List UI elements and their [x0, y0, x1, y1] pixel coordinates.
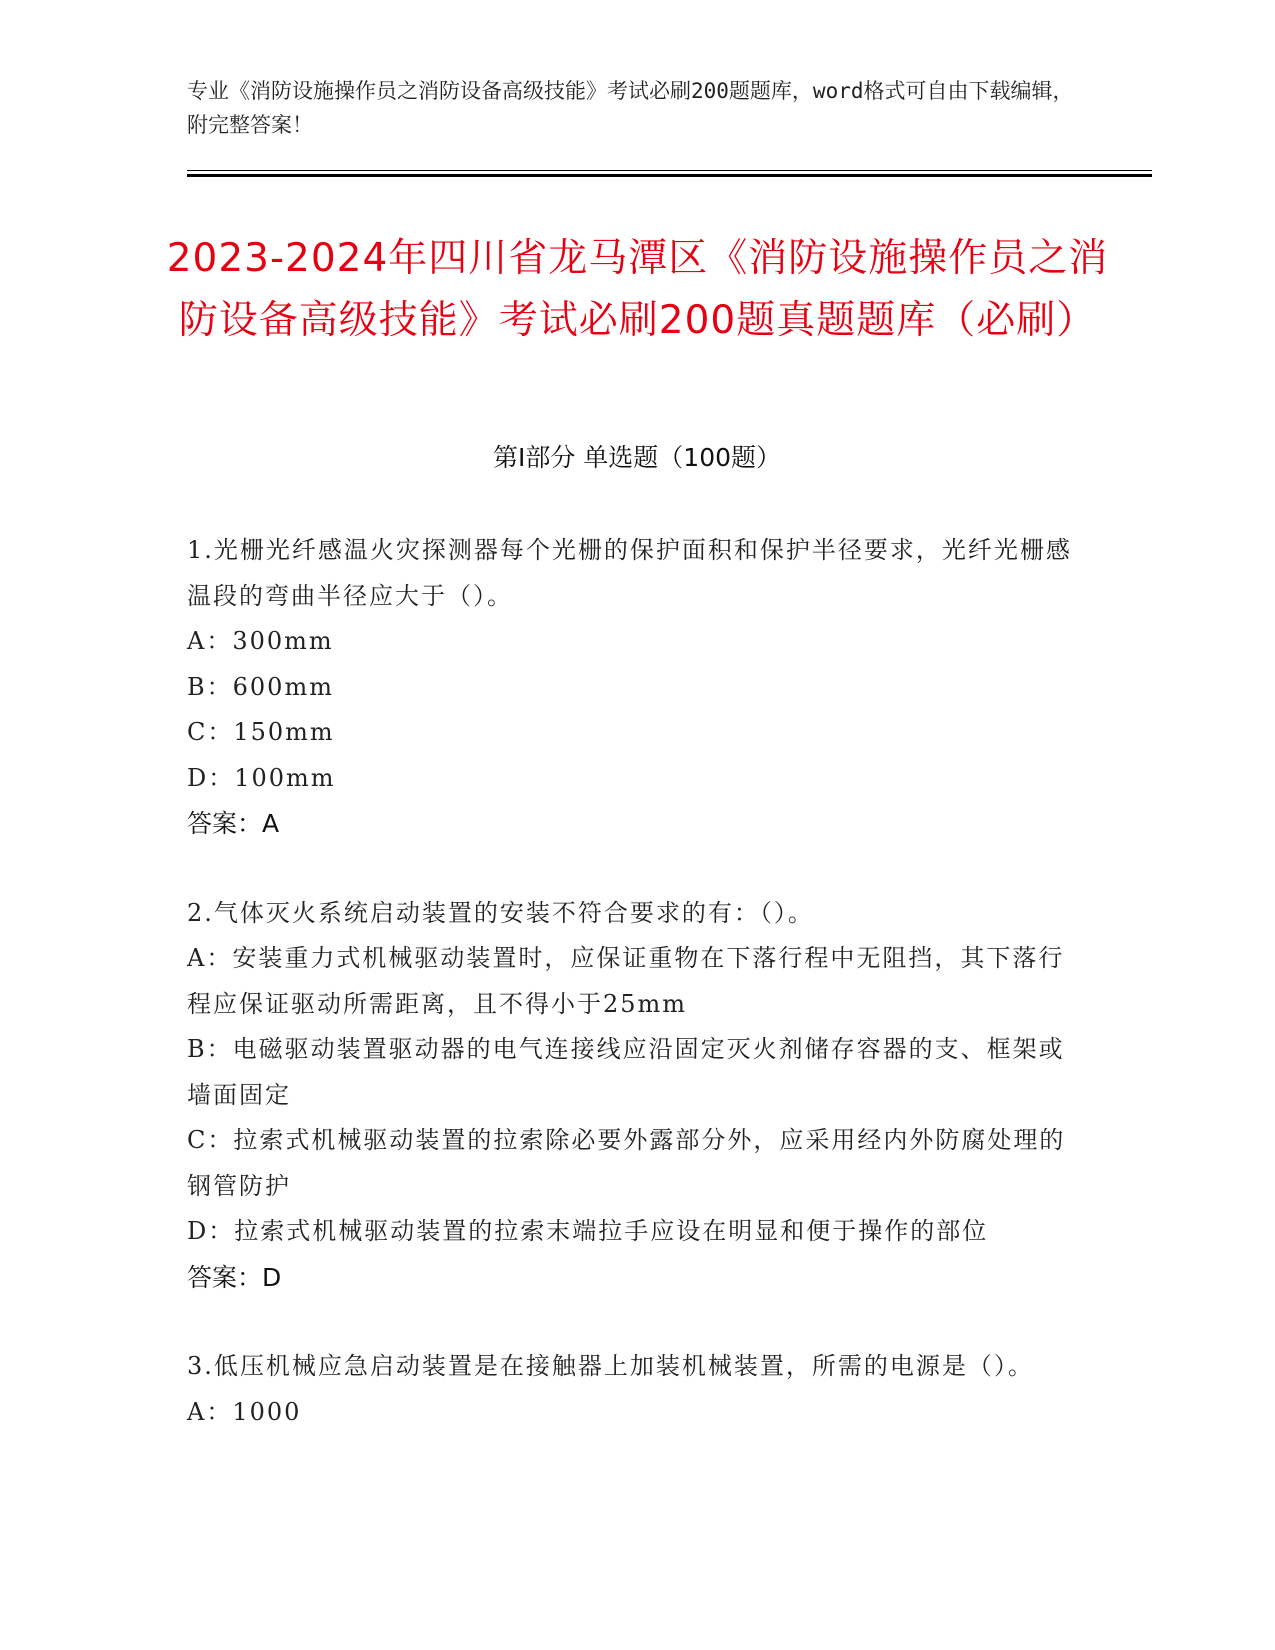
option-a: A：1000: [187, 1397, 302, 1426]
option-b: B：电磁驱动装置驱动器的电气连接线应沿固定灭火剂储存容器的支、框架或墙面固定: [187, 1035, 1065, 1109]
answer: 答案：A: [187, 809, 280, 838]
option-d: D：拉索式机械驱动装置的拉索末端拉手应设在明显和便于操作的部位: [187, 1217, 989, 1245]
header-divider-thin: [187, 170, 1152, 171]
question-list: [187, 528, 1087, 1479]
header-intro: 专业《消防设施操作员之消防设备高级技能》考试必刷200题题库，word格式可自由下载编辑，附完整答案！: [187, 79, 1074, 137]
option-d: D：100mm: [187, 763, 336, 792]
question-2: [187, 891, 1087, 1301]
option-c: C：150mm: [187, 718, 335, 746]
option-c: C：拉索式机械驱动装置的拉索除必要外露部分外，应采用经内外防腐处理的钢管防护: [187, 1126, 1066, 1200]
option-b: B：600mm: [187, 672, 334, 701]
option-a: A：安装重力式机械驱动装置时，应保证重物在下落行程中无阻挡，其下落行程应保证驱动所需距离，且不得小于25mm: [187, 944, 1065, 1018]
question-text: 1.光栅光纤感温火灾探测器每个光栅的保护面积和保护半径要求，光纤光栅感温段的弯曲半径应大于（）。: [187, 536, 1072, 610]
answer: 答案：D: [187, 1262, 282, 1292]
question-text: 3.低压机械应急启动装置是在接触器上加装机械装置，所需的电源是（）。: [187, 1352, 1034, 1380]
question-3: [187, 1344, 1087, 1435]
header-divider-thick: [187, 174, 1152, 177]
section-heading: 第I部分 单选题（100题）: [492, 443, 782, 472]
question-text: 2.气体灭火系统启动装置的安装不符合要求的有：（）。: [187, 898, 814, 927]
question-1: [187, 528, 1087, 847]
document-title: 2023-2024年四川省龙马潭区《消防设施操作员之消防设备高级技能》考试必刷200题真题题库（必刷）: [166, 236, 1109, 343]
option-a: A：300mm: [187, 627, 334, 655]
